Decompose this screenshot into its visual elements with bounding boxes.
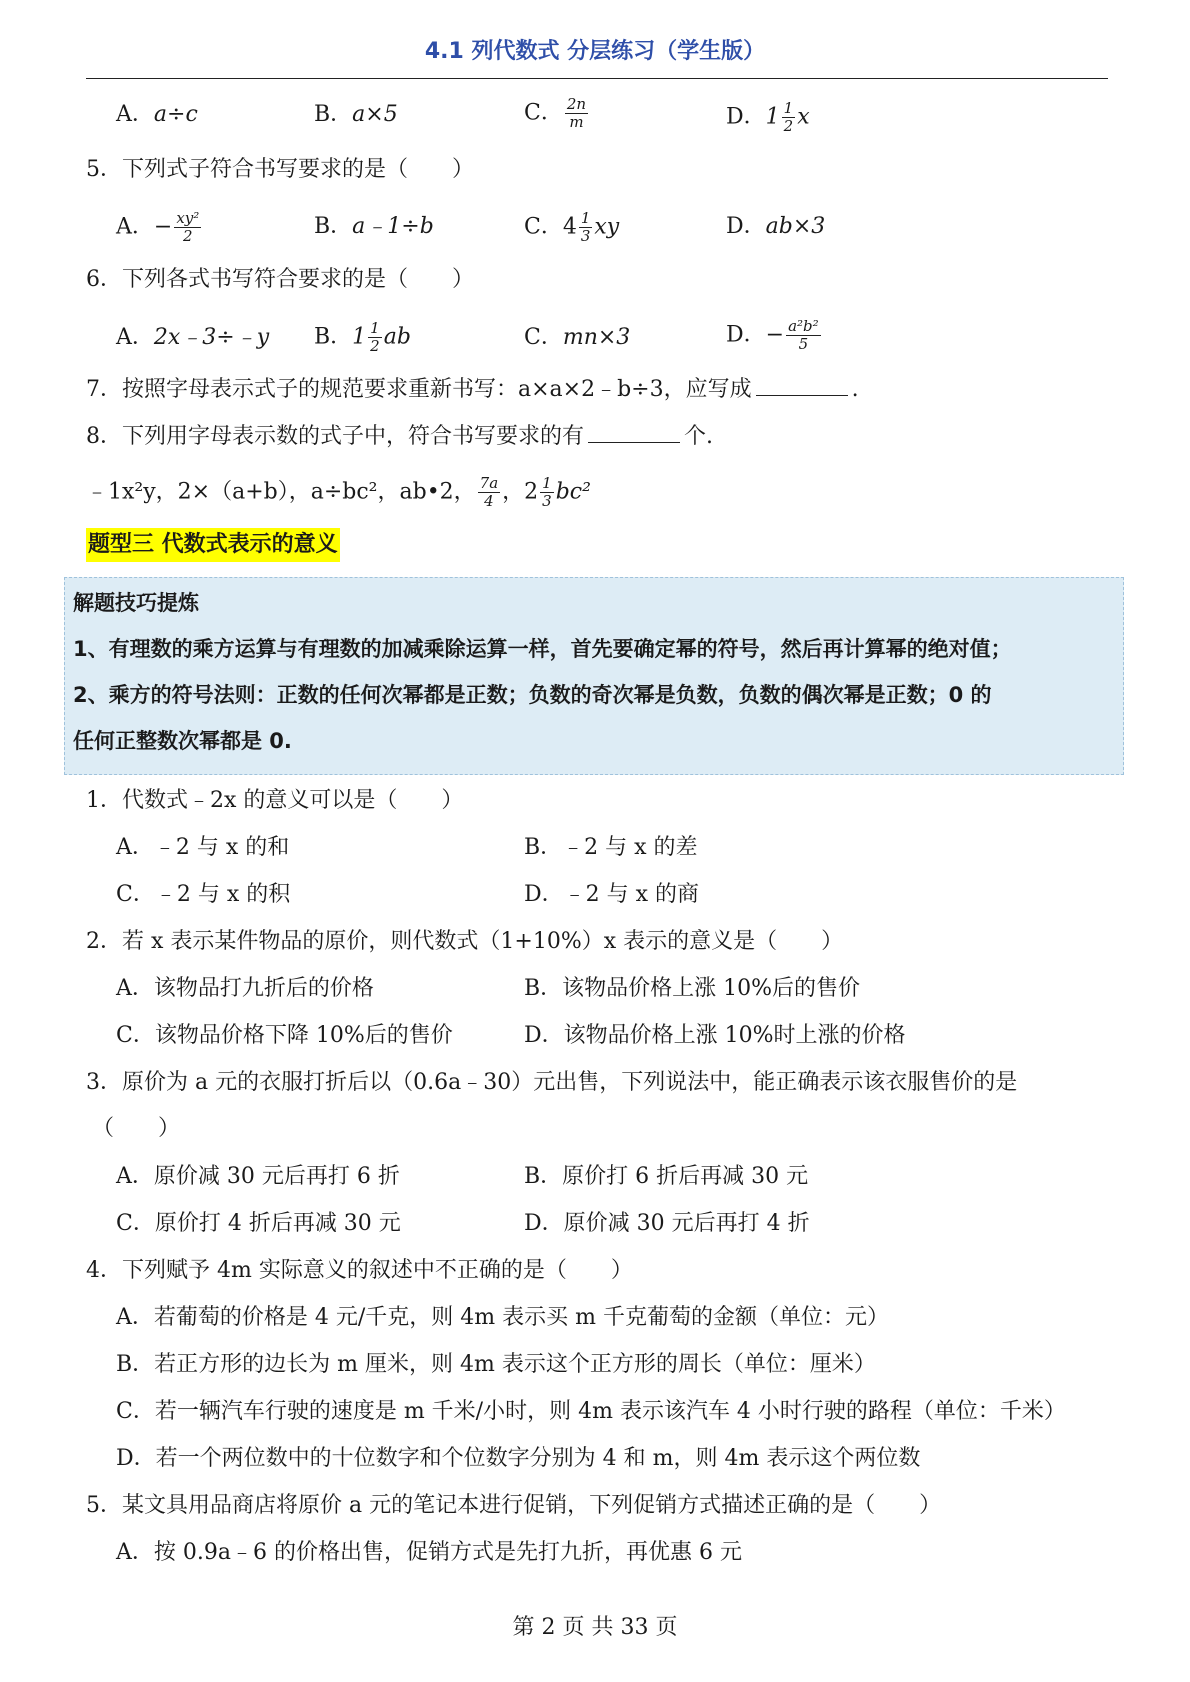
option-label: D． — [726, 214, 766, 239]
fraction-numerator: 1 — [542, 474, 552, 492]
fraction-denominator: m — [569, 113, 584, 131]
q6-option-d — [726, 318, 823, 353]
option-label: A． — [116, 325, 154, 350]
fraction — [786, 318, 821, 353]
q5-option-b — [314, 212, 434, 242]
p3-option-d: D．原价减 30 元后再打 4 折 — [524, 1211, 810, 1236]
fraction-numerator: 1 — [783, 99, 794, 117]
p1-option-d: D．﹣2 与 x 的商 — [524, 882, 700, 907]
practice-3-stem-cont: （ ） — [92, 1116, 181, 1141]
option-c — [524, 96, 590, 131]
fraction-denominator: 2 — [783, 117, 794, 135]
expression-separator: ，2 — [502, 479, 539, 505]
option-expression: 2x﹣3÷﹣y — [153, 325, 270, 350]
question-7-stem: 7．按照字母表示式子的规范要求重新书写：a×a×2﹣b÷3，应写成 — [86, 377, 752, 402]
p4-option-a: A．若葡萄的价格是 4 元/千克，则 4m 表示买 m 千克葡萄的金额（单位：元） — [116, 1305, 889, 1330]
option-b — [314, 100, 398, 130]
p2-option-d: D．该物品价格上涨 10%时上涨的价格 — [524, 1023, 906, 1048]
p2-option-c: C．该物品价格下降 10%后的售价 — [116, 1023, 453, 1048]
page-header: 4.1 列代数式 分层练习（学生版） — [424, 39, 766, 64]
question-8-expressions — [86, 475, 591, 510]
fraction-numerator: 1 — [580, 209, 591, 227]
option-variable: xy — [594, 214, 620, 240]
fraction — [174, 210, 201, 245]
fraction — [540, 475, 554, 510]
fraction-denominator: 2 — [370, 337, 380, 355]
q5-option-a — [116, 210, 203, 245]
option-label: B． — [314, 102, 353, 127]
p4-option-c: C．若一辆汽车行驶的速度是 m 千米/小时，则 4m 表示该汽车 4 小时行驶的路程（单位：千米） — [116, 1399, 1066, 1424]
option-expression: a×5 — [352, 102, 398, 127]
question-5-stem: 5．下列式子符合书写要求的是（ ） — [86, 157, 474, 182]
option-expression: a﹣1÷b — [352, 214, 434, 239]
question-7 — [86, 373, 859, 405]
p4-option-d: D．若一个两位数中的十位数字和个位数字分别为 4 和 m，则 4m 表示这个两位数 — [116, 1446, 921, 1471]
fraction — [368, 320, 382, 355]
fraction-denominator: 5 — [798, 335, 809, 353]
expression-list: ﹣1x²y，2×（a+b），a÷bc²，ab•2， — [86, 479, 476, 505]
mixed-whole: 4 — [562, 214, 577, 240]
fraction-denominator: 3 — [542, 492, 552, 510]
p3-option-b: B．原价打 6 折后再减 30 元 — [524, 1164, 809, 1189]
q5-option-c — [524, 210, 619, 245]
fraction — [478, 475, 501, 510]
fraction-numerator: 7a — [479, 474, 499, 492]
q5-option-d — [726, 212, 825, 242]
question-8 — [86, 420, 713, 452]
question-8-end: 个. — [684, 424, 713, 449]
minus-sign: − — [153, 214, 173, 240]
page-footer: 第 2 页 共 33 页 — [512, 1615, 678, 1640]
practice-3-stem: 3．原价为 a 元的衣服打折后以（0.6a﹣30）元出售，下列说法中，能正确表示该衣服售价的是 — [86, 1070, 1018, 1095]
fraction — [565, 96, 588, 131]
option-label: D． — [726, 104, 766, 130]
practice-4-stem: 4．下列赋予 4m 实际意义的叙述中不正确的是（ ） — [86, 1258, 633, 1283]
answer-blank — [756, 373, 848, 396]
p3-option-c: C．原价打 4 折后再减 30 元 — [116, 1211, 401, 1236]
practice-2-stem: 2．若 x 表示某件物品的原价，则代数式（1+10%）x 表示的意义是（ ） — [86, 929, 844, 954]
p1-option-c: C．﹣2 与 x 的积 — [116, 882, 291, 907]
p3-option-a: A．原价减 30 元后再打 6 折 — [116, 1164, 400, 1189]
mixed-whole: 1 — [765, 104, 780, 130]
tips-line-3: 任何正整数次幂都是 0. — [73, 729, 292, 753]
practice-1-stem: 1．代数式﹣2x 的意义可以是（ ） — [86, 788, 464, 813]
expression-tail: bc² — [555, 479, 591, 505]
option-label: C． — [524, 100, 563, 126]
p1-option-a: A．﹣2 与 x 的和 — [116, 835, 290, 860]
fraction — [579, 210, 593, 245]
option-label: B． — [314, 324, 353, 350]
q6-option-c — [524, 323, 630, 353]
p2-option-b: B．该物品价格上涨 10%后的售价 — [524, 976, 861, 1001]
header-rule — [86, 78, 1108, 79]
question-8-stem: 8．下列用字母表示数的式子中，符合书写要求的有 — [86, 424, 584, 449]
option-a — [116, 100, 198, 130]
fraction-numerator: 2n — [566, 95, 587, 113]
minus-sign: − — [765, 322, 785, 348]
p1-option-b: B．﹣2 与 x 的差 — [524, 835, 698, 860]
option-label: A． — [116, 214, 154, 240]
p2-option-a: A．该物品打九折后的价格 — [116, 976, 374, 1001]
option-label: C． — [524, 325, 563, 350]
tips-box — [64, 577, 1124, 775]
option-expression: mn×3 — [562, 325, 631, 350]
answer-blank — [588, 420, 680, 443]
section-title: 题型三 代数式表示的意义 — [86, 528, 340, 562]
p4-option-b: B．若正方形的边长为 m 厘米，则 4m 表示这个正方形的周长（单位：厘米） — [116, 1352, 876, 1377]
q6-option-a — [116, 323, 269, 353]
question-6-stem: 6．下列各式书写符合要求的是（ ） — [86, 267, 474, 292]
tips-line-2: 2、乘方的符号法则：正数的任何次幂都是正数；负数的奇次幂是负数，负数的偶次幂是正数；0 的 — [73, 683, 992, 707]
option-variable: x — [797, 104, 810, 130]
option-label: C． — [524, 214, 563, 240]
option-expression: ab×3 — [765, 214, 826, 239]
question-7-end: . — [851, 377, 859, 402]
option-d — [726, 100, 810, 135]
fraction-denominator: 2 — [183, 227, 193, 245]
option-variable: ab — [383, 324, 411, 350]
practice-5-stem: 5．某文具用品商店将原价 a 元的笔记本进行促销，下列促销方式描述正确的是（ ） — [86, 1493, 942, 1518]
q6-option-b — [314, 320, 411, 355]
fraction-denominator: 4 — [484, 492, 494, 510]
option-expression: a÷c — [153, 102, 198, 127]
option-label: B． — [314, 214, 353, 239]
option-label: D． — [726, 322, 766, 348]
fraction — [782, 100, 796, 135]
fraction-numerator: xy² — [176, 209, 200, 227]
fraction-denominator: 3 — [580, 227, 591, 245]
mixed-whole: 1 — [352, 324, 367, 350]
fraction-numerator: 1 — [370, 319, 380, 337]
option-label: A． — [116, 102, 154, 127]
fraction-numerator: a²b² — [788, 317, 819, 335]
tips-title: 解题技巧提炼 — [73, 591, 199, 615]
tips-line-1: 1、有理数的乘方运算与有理数的加减乘除运算一样，首先要确定幂的符号，然后再计算幂的绝对值； — [73, 637, 1012, 661]
p5-option-a: A．按 0.9a﹣6 的价格出售，促销方式是先打九折，再优惠 6 元 — [116, 1540, 742, 1565]
